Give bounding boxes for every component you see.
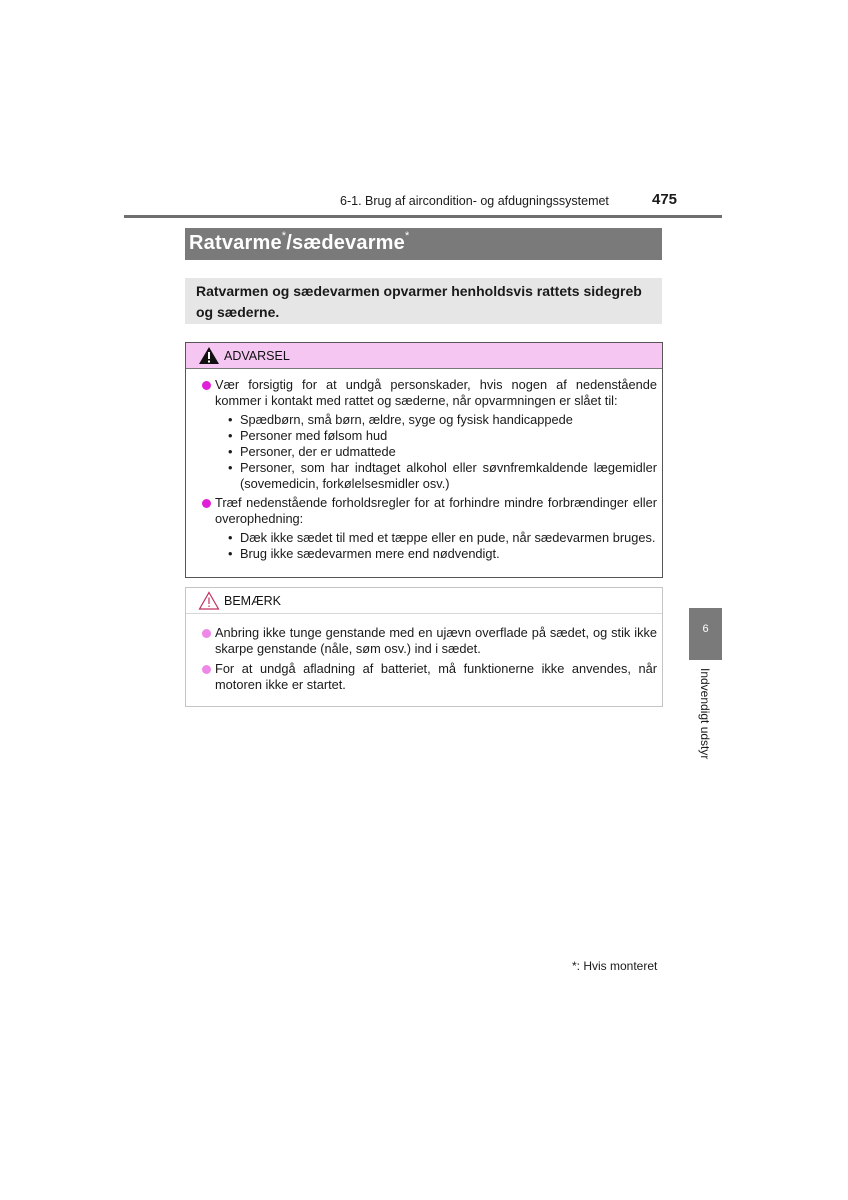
- header-divider: [124, 215, 722, 218]
- note-item-text: Anbring ikke tunge genstande med en ujævn overflade på sædet, og stik ikke skarpe genstande (nåle, søm osv.) ind i sædet.: [215, 625, 657, 656]
- warning-sublist: [228, 412, 657, 492]
- warning-item-text: Træf nedenstående forholdsregler for at forhindre mindre forbrændinger eller overophedning:: [215, 495, 657, 526]
- bullet-dot-icon: [202, 629, 211, 638]
- chapter-label: Indvendigt udstyr: [698, 668, 712, 760]
- section-title: [185, 228, 662, 260]
- warning-box: [185, 342, 663, 578]
- title-part-heated-wheel: Ratvarme: [189, 232, 282, 254]
- warning-body: [186, 369, 662, 564]
- list-item: • Personer med følsom hud: [228, 428, 388, 443]
- warning-label: ADVARSEL: [224, 348, 290, 363]
- list-item: • Brug ikke sædevarmen mere end nødvendigt.: [228, 546, 500, 561]
- list-item: • Personer, der er udmattede: [228, 444, 396, 459]
- note-item: [202, 625, 657, 657]
- intro-summary: Ratvarmen og sædevarmen opvarmer henholdsvis rattets sidegreb og sæderne.: [185, 278, 662, 324]
- warning-sublist: [228, 530, 657, 562]
- note-item: [202, 661, 657, 693]
- note-item-text: For at undgå afladning af batteriet, må funktionerne ikke anvendes, når motoren ikke er startet.: [215, 661, 657, 692]
- bullet-dot-icon: [202, 665, 211, 674]
- note-body: [186, 614, 662, 693]
- warning-item: [202, 377, 657, 494]
- chapter-tab: 6: [689, 608, 722, 660]
- running-header: 6-1. Brug af aircondition- og afdugningssystemet: [340, 194, 609, 208]
- note-label: BEMÆRK: [224, 593, 281, 608]
- title-asterisk: *: [405, 230, 410, 242]
- title-asterisk: *: [281, 230, 287, 242]
- warning-header: [186, 343, 662, 369]
- warning-item: [202, 495, 657, 564]
- note-header: [186, 588, 662, 614]
- bullet-dot-icon: [202, 499, 211, 508]
- list-item: • Dæk ikke sædet til med et tæppe eller en pude, når sædevarmen bruges.: [228, 530, 656, 545]
- note-box: [185, 587, 663, 707]
- page-number: 475: [652, 191, 678, 208]
- title-part-heated-seat: /sædevarme: [286, 232, 405, 254]
- footnote: *: Hvis monteret: [572, 959, 658, 973]
- warning-item-text: Vær forsigtig for at undgå personskader, hvis nogen af nedenstående kommer i kontakt med rattet og sæderne, når opvarmningen er slået til:: [215, 377, 657, 408]
- list-item: • Spædbørn, små børn, ældre, syge og fysisk handicappede: [228, 412, 573, 427]
- warning-triangle-icon: [198, 346, 220, 365]
- caution-outline-triangle-icon: [198, 591, 220, 610]
- list-item: • Personer, som har indtaget alkohol eller søvnfremkaldende lægemidler (sovemedicin, forkølelsesmidler osv.): [228, 460, 657, 491]
- bullet-dot-icon: [202, 381, 211, 390]
